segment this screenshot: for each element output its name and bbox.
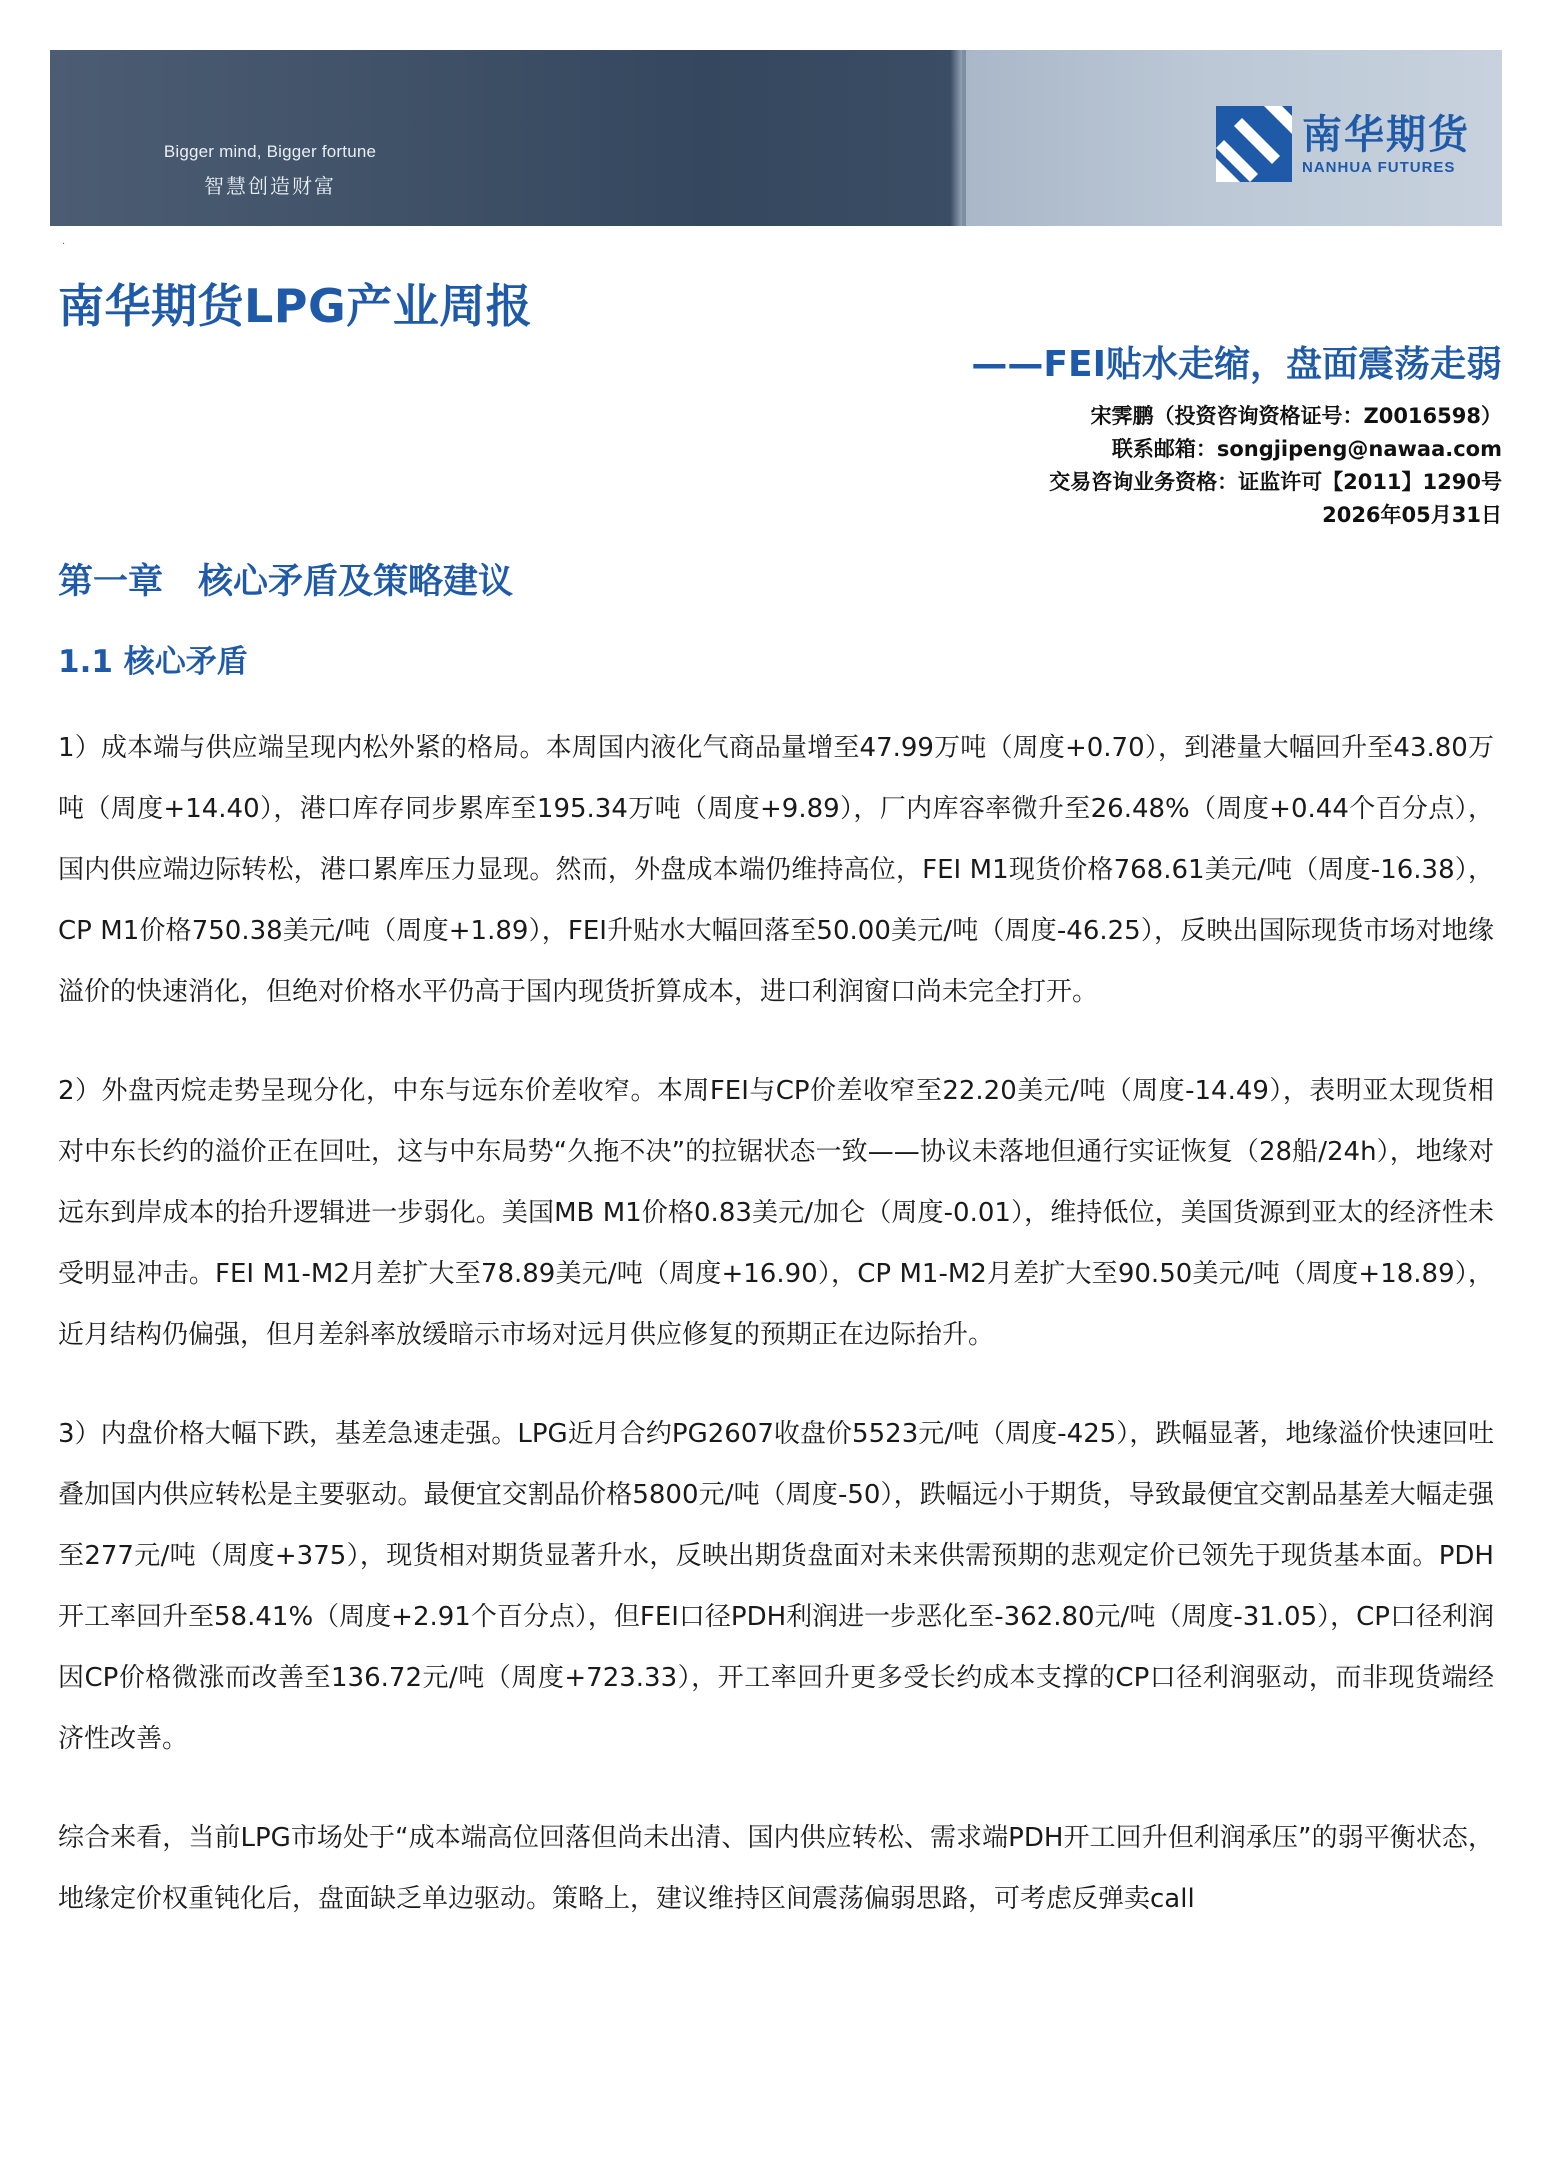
banner-divider bbox=[962, 50, 966, 226]
slogan-cn: 智慧创造财富 bbox=[204, 174, 336, 198]
report-date: 2026年05月31日 bbox=[1322, 503, 1502, 527]
slogan-en: Bigger mind, Bigger fortune bbox=[163, 142, 377, 161]
company-logo bbox=[1216, 106, 1470, 182]
section-heading: 1.1 核心矛盾 bbox=[58, 644, 248, 680]
paragraph-1: 1）成本端与供应端呈现内松外紧的格局。本周国内液化气商品量增至47.99万吨（周度+0.70），到港量大幅回升至43.80万吨（周度+14.40），港口库存同步累库至195.34万吨（周度+9.89），厂内库容率微升至26.48%（周度+0.44个百分点），国内供应端边际转松，港口累库压力显现。然而，外盘成本端仍维持高位，FEI M1现货价格768.61美元/吨（周度-16.38），CP M1价格750.38美元/吨（周度+1.89），FEI升贴水大幅回落至50.00美元/吨（周度-46.25），反映出国际现货市场对地缘溢价的快速消化，但绝对价格水平仍高于国内现货折算成本，进口利润窗口尚未完全打开。 bbox=[58, 733, 1494, 1007]
logo-text-en: NANHUA FUTURES bbox=[1302, 158, 1456, 176]
banner-slogan bbox=[150, 142, 390, 199]
nanhua-logo-icon bbox=[1216, 106, 1292, 182]
paragraph-3: 3）内盘价格大幅下跌，基差急速走强。LPG近月合约PG2607收盘价5523元/吨（周度-425），跌幅显著，地缘溢价快速回吐叠加国内供应转松是主要驱动。最便宜交割品价格5800元/吨（周度-50），跌幅远小于期货，导致最便宜交割品基差大幅走强至277元/吨（周度+375），现货相对期货显著升水，反映出期货盘面对未来供需预期的悲观定价已领先于现货基本面。PDH开工率回升至58.41%（周度+2.91个百分点），但FEI口径PDH利润进一步恶化至-362.80元/吨（周度-31.05），CP口径利润因CP价格微涨而改善至136.72元/吨（周度+723.33），开工率回升更多受长约成本支撑的CP口径利润驱动，而非现货端经济性改善。 bbox=[58, 1419, 1494, 1754]
paragraph-summary: 综合来看，当前LPG市场处于“成本端高位回落但尚未出清、国内供应转松、需求端PDH开工回升但利润承压”的弱平衡状态，地缘定价权重钝化后，盘面缺乏单边驱动。策略上，建议维持区间震荡偏弱思路，可考虑反弹卖call bbox=[58, 1823, 1494, 1914]
report-subtitle: ——FEI贴水走缩，盘面震荡走弱 bbox=[971, 344, 1502, 385]
header-banner bbox=[50, 50, 1502, 226]
author-block bbox=[1049, 400, 1502, 532]
logo-text-cn: 南华期货 bbox=[1302, 111, 1470, 158]
body-text bbox=[58, 718, 1494, 1968]
author-email: 联系邮箱：songjipeng@nawaa.com bbox=[1111, 437, 1502, 461]
author-name: 宋霁鹏（投资咨询资格证号：Z0016598） bbox=[1090, 404, 1502, 428]
license-info: 交易咨询业务资格：证监许可【2011】1290号 bbox=[1049, 470, 1502, 494]
paragraph-2: 2）外盘丙烷走势呈现分化，中东与远东价差收窄。本周FEI与CP价差收窄至22.20美元/吨（周度-14.49），表明亚太现货相对中东长约的溢价正在回吐，这与中东局势“久拖不决”的拉锯状态一致——协议未落地但通行实证恢复（28船/24h），地缘对远东到岸成本的抬升逻辑进一步弱化。美国MB M1价格0.83美元/加仑（周度-0.01），维持低位，美国货源到亚太的经济性未受明显冲击。FEI M1-M2月差扩大至78.89美元/吨（周度+16.90），CP M1-M2月差扩大至90.50美元/吨（周度+18.89），近月结构仍偏强，但月差斜率放缓暗示市场对远月供应修复的预期正在边际抬升。 bbox=[58, 1076, 1494, 1350]
separator-dot: . bbox=[62, 236, 66, 247]
report-title: 南华期货LPG产业周报 bbox=[58, 279, 533, 333]
chapter-heading: 第一章 核心矛盾及策略建议 bbox=[58, 562, 514, 602]
